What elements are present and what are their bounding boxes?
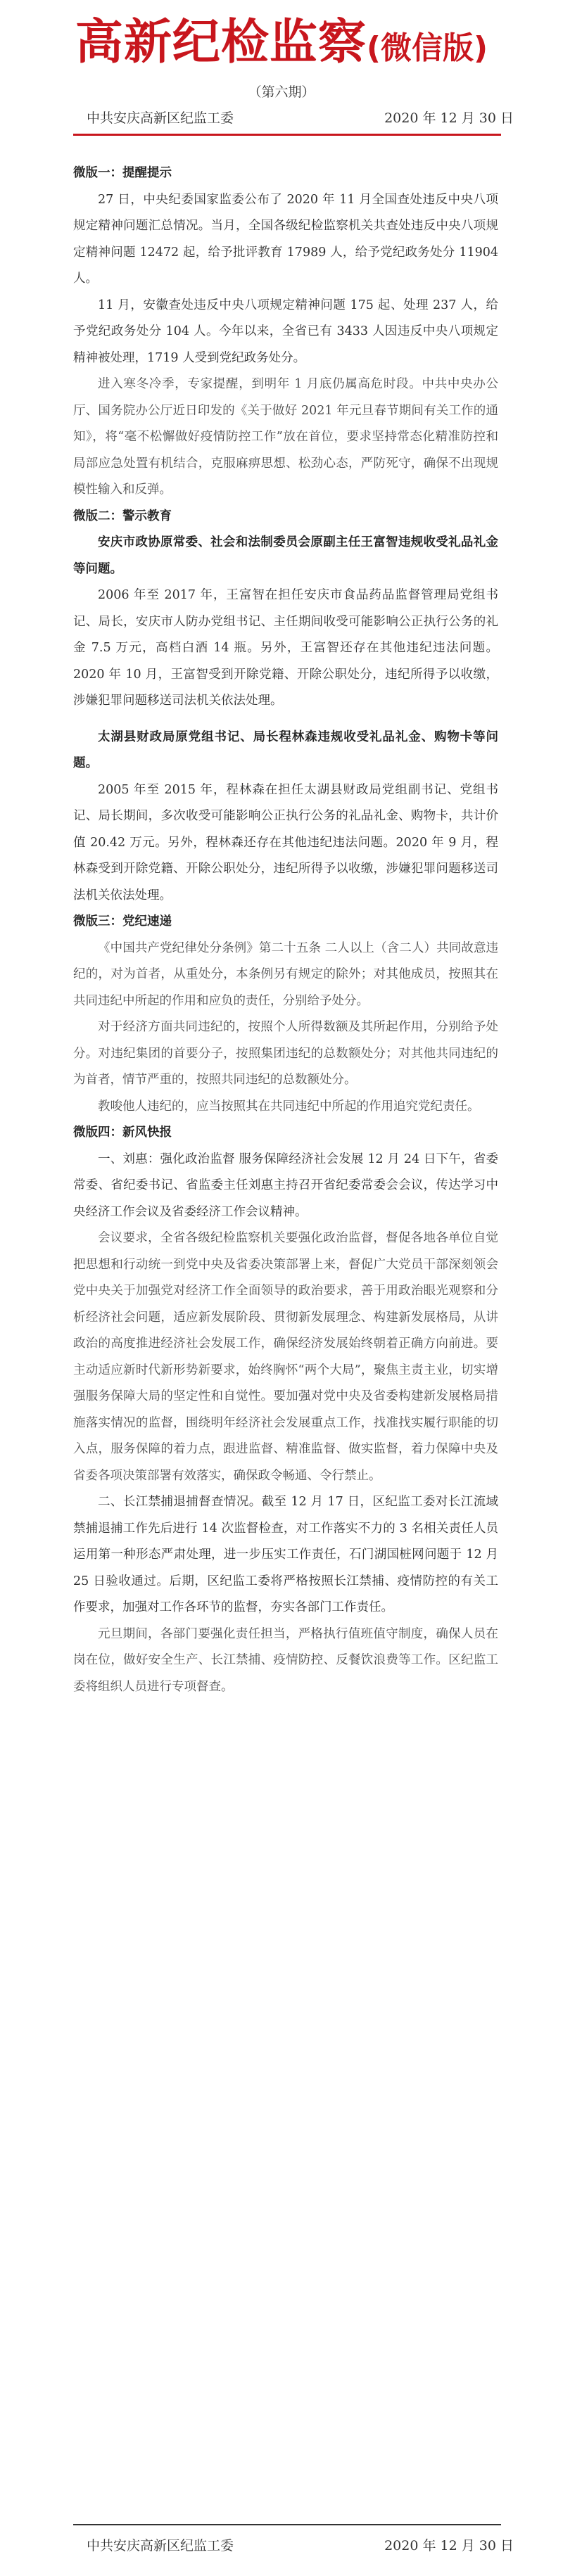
body-paragraph: 27 日，中央纪委国家监委公布了 2020 年 11 月全国查处违反中央八项规定精神问题汇总情况。当月，全国各级纪检监察机关共查处违反中央八项规定精神问题 12472 起，给予批评教育 17989 人，给予党纪政务处分 11904 人。 <box>73 192 498 286</box>
body-paragraph: 教唆他人违纪的，应当按照其在共同违纪中所起的作用追究党纪责任。 <box>98 1099 480 1114</box>
body-paragraph: 太湖县财政局原党组书记、局长程林森违规收受礼品礼金、购物卡等问题。 <box>73 729 498 770</box>
footer-meta <box>87 2535 514 2554</box>
body-paragraph: 一、刘惠：强化政治监督 服务保障经济社会发展 12 月 24 日下午，省委常委、省纪委书记、省监委主任刘惠主持召开省纪委常委会会议，传达学习中央经济工作会议及省委经济工作会议精神。 <box>73 1152 498 1219</box>
body-paragraph: 2006 年至 2017 年，王富智在担任安庆市食品药品监督管理局党组书记、局长，安庆市人防办党组书记、主任期间收受可能影响公正执行公务的礼金 7.5 万元，高档白酒 14 瓶。另外，王富智还存在其他违纪违法问题。2020 年 10 月，王富智受到开除党籍、开除公职处分，违纪所得予以收缴，涉嫌犯罪问题移送司法机关依法处理。 <box>73 588 498 708</box>
header-meta <box>87 108 514 127</box>
issue-date: 2020 年 12 月 30 日 <box>384 110 514 126</box>
section-heading: 微版三：党纪速递 <box>73 914 172 929</box>
issuing-org: 中共安庆高新区纪监工委 <box>87 110 234 126</box>
section-heading: 微版一：提醒提示 <box>73 166 172 180</box>
footer-date: 2020 年 12 月 30 日 <box>384 2538 514 2553</box>
masthead <box>0 4 563 72</box>
body-paragraph: 会议要求，全省各级纪检监察机关要强化政治监督，督促各地各单位自觉把思想和行动统一到党中央及省委决策部署上来，督促广大党员干部深刻领会党中央关于加强党对经济工作全面领导的政治要求，善于用政治眼光观察和分析经济社会问题，适应新发展阶段、贯彻新发展理念、构建新发展格局，从讲政治的高度推进经济社会发展工作，确保经济发展始终朝着正确方向前进。要主动适应新时代新形势新要求，始终胸怀“两个大局”，聚焦主责主业，切实增强服务保障大局的坚定性和自觉性。要加强对党中央及省委构建新发展格局措施落实情况的监督，围绕明年经济社会发展重点工作，找准找实履行职能的切入点，服务保障的着力点，跟进监督、精准监督、做实监督，着力保障中央及省委各项决策部署有效落实，确保政令畅通、令行禁止。 <box>73 1231 498 1483</box>
body-paragraph: 11 月，安徽查处违反中央八项规定精神问题 175 起、处理 237 人，给予党纪政务处分 104 人。今年以来，全省已有 3433 人因违反中央八项规定精神被处理，1719 人受到党纪政务处分。 <box>73 298 498 365</box>
header-divider <box>73 134 501 136</box>
issue-number: （第六期） <box>248 84 315 100</box>
body-paragraph: 元旦期间，各部门要强化责任担当，严格执行值班值守制度，确保人员在岗在位，做好安全生产、长江禁捕、疫情防控、反餐饮浪费等工作。区纪监工委将组织人员进行专项督查。 <box>73 1626 498 1694</box>
body-paragraph: 2005 年至 2015 年，程林森在担任太湖县财政局党组副书记、党组书记、局长期间，多次收受可能影响公正执行公务的礼品礼金、购物卡，共计价值 20.42 万元。另外，程林森还存在其他违纪违法问题。2020 年 9 月，程林森受到开除党籍、开除公职处分，违纪所得予以收缴，涉嫌犯罪问题移送司法机关依法处理。 <box>73 782 498 903</box>
footer-org: 中共安庆高新区纪监工委 <box>87 2538 234 2553</box>
bulletin-content <box>73 160 498 1700</box>
body-paragraph: 《中国共产党纪律处分条例》第二十五条 二人以上（含二人）共同故意违纪的，对为首者，从重处分，本条例另有规定的除外；对其他成员，按照其在共同违纪中所起的作用和应负的责任，分别给予处分。 <box>73 941 498 1008</box>
masthead-title: 高新纪检监察 <box>75 15 367 70</box>
body-paragraph: 进入寒冬冷季，专家提醒，到明年 1 月底仍属高危时段。中共中央办公厅、国务院办公厅近日印发的《关于做好 2021 年元旦春节期间有关工作的通知》，将“毫不松懈做好疫情防控工作”放在首位，要求坚持常态化精准防控和局部应急处置有机结合，克服麻痹思想、松劲心态，严防死守，确保不出现规模性输入和反弹。 <box>73 377 498 497</box>
section-heading: 微版四：新风快报 <box>73 1126 172 1140</box>
body-paragraph: 对于经济方面共同违纪的，按照个人所得数额及其所起作用，分别给予处分。对违纪集团的首要分子，按照集团违纪的总数额处分；对其他共同违纪的为首者，情节严重的，按照共同违纪的总数额处分。 <box>73 1020 498 1087</box>
body-paragraph: 二、长江禁捕退捕督查情况。截至 12 月 17 日，区纪监工委对长江流域禁捕退捕工作先后进行 14 次监督检查，对工作落实不力的 3 名相关责任人员运用第一种形态严肃处理，进一步压实工作责任，石门湖国桩网问题于 12 月 25 日验收通过。后期，区纪监工委将严格按照长江禁捕、疫情防控的有关工作要求，加强对工作各环节的监督，夯实各部门工作责任。 <box>73 1495 498 1614</box>
footer-divider <box>73 2524 501 2525</box>
body-paragraph: 安庆市政协原常委、社会和法制委员会原副主任王富智违规收受礼品礼金等问题。 <box>73 535 498 576</box>
section-heading: 微版二：警示教育 <box>73 509 172 523</box>
masthead-edition: (微信版) <box>366 30 488 66</box>
